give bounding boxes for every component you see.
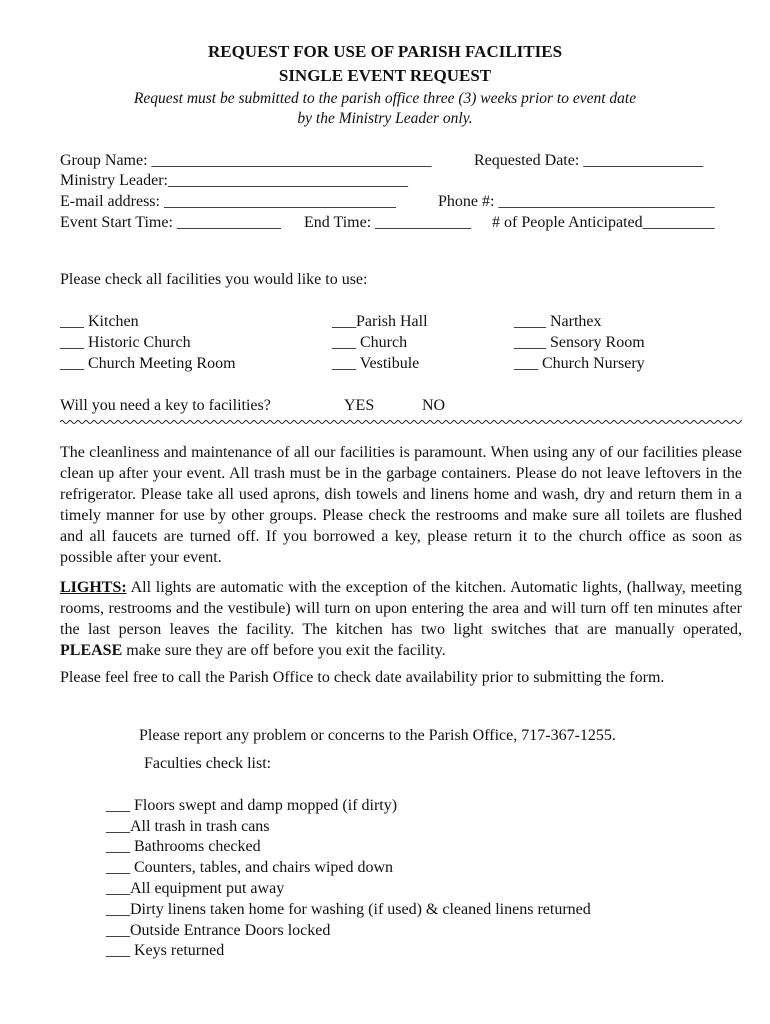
checklist-item[interactable]: ___ Bathrooms checked [106, 838, 261, 855]
submission-note-line1: Request must be submitted to the parish office three (3) weeks prior to event date [133, 90, 637, 107]
checklist-item[interactable]: ___ Keys returned [106, 942, 225, 959]
lights-label: LIGHTS: [60, 579, 127, 596]
cleanliness-paragraph: The cleanliness and maintenance of all our facilities is paramount. When using any of our facilities please clean up after your event. All trash must be in the garbage containers. Please do not leave leftovers in the refrigerator. Please take all used aprons, dish towels and linens home and wash, dry and return them in a timely manner for use by other groups. Please check the restrooms and make sure all toilets are flushed and all faucets are turned off. If you borrowed a key, please return it to the church office as soon as possible after your event. [60, 444, 742, 566]
checklist-item[interactable]: ___All equipment put away [106, 880, 285, 897]
form-subtitle: SINGLE EVENT REQUEST [278, 66, 492, 85]
requested-date-field[interactable]: Requested Date: _______________ [474, 152, 704, 169]
facility-historic-church[interactable]: ___ Historic Church [60, 334, 191, 351]
checklist-item[interactable]: ___Dirty linens taken home for washing (if used) & cleaned linens returned [106, 901, 591, 918]
checklist-item[interactable]: ___ Counters, tables, and chairs wiped down [106, 859, 394, 876]
end-time-field[interactable]: End Time: ____________ [304, 214, 472, 231]
key-no-option[interactable]: NO [422, 397, 446, 414]
checklist-title: Faculties check list: [144, 755, 272, 772]
lights-paragraph [60, 577, 742, 661]
email-field[interactable]: E-mail address: _____________________________ [60, 193, 396, 210]
facility-church-nursery[interactable]: ___ Church Nursery [514, 355, 645, 372]
facility-kitchen[interactable]: ___ Kitchen [60, 313, 139, 330]
people-anticipated-field[interactable]: # of People Anticipated_________ [492, 214, 715, 231]
facility-sensory-room[interactable]: ____ Sensory Room [514, 334, 645, 351]
facility-vestibule[interactable]: ___ Vestibule [332, 355, 420, 372]
lights-please: PLEASE [60, 642, 123, 659]
call-office-note: Please feel free to call the Parish Office to check date availability prior to submitting the form. [60, 669, 665, 686]
report-note: Please report any problem or concerns to the Parish Office, 717-367-1255. [139, 727, 616, 744]
form-title: REQUEST FOR USE OF PARISH FACILITIES [207, 42, 563, 61]
key-question: Will you need a key to facilities? [60, 397, 271, 414]
checklist-item[interactable]: ___ Floors swept and damp mopped (if dirty) [106, 797, 398, 814]
ministry-leader-field[interactable]: Ministry Leader:______________________________ [60, 172, 408, 189]
key-yes-option[interactable]: YES [344, 397, 375, 414]
facility-parish-hall[interactable]: ___Parish Hall [332, 313, 428, 330]
group-name-field[interactable]: Group Name: ___________________________________ [60, 152, 432, 169]
submission-note-line2: by the Ministry Leader only. [297, 110, 473, 127]
phone-field[interactable]: Phone #: ___________________________ [438, 193, 715, 210]
checklist-item[interactable]: ___Outside Entrance Doors locked [106, 922, 331, 939]
facility-narthex[interactable]: ____ Narthex [514, 313, 602, 330]
wavy-divider [60, 418, 742, 426]
checklist-item[interactable]: ___All trash in trash cans [106, 818, 270, 835]
lights-text-1: All lights are automatic with the exception of the kitchen. Automatic lights, (hallway, meeting rooms, restrooms and the vestibule) will turn on upon entering the area and will turn off ten minutes after the last person leaves the facility. The kitchen has two light switches that are manually operated, [60, 579, 742, 638]
facility-church-meeting-room[interactable]: ___ Church Meeting Room [60, 355, 236, 372]
facility-church[interactable]: ___ Church [332, 334, 408, 351]
event-start-time-field[interactable]: Event Start Time: _____________ [60, 214, 281, 231]
lights-text-2: make sure they are off before you exit the facility. [122, 642, 446, 659]
facilities-prompt: Please check all facilities you would like to use: [60, 271, 368, 288]
